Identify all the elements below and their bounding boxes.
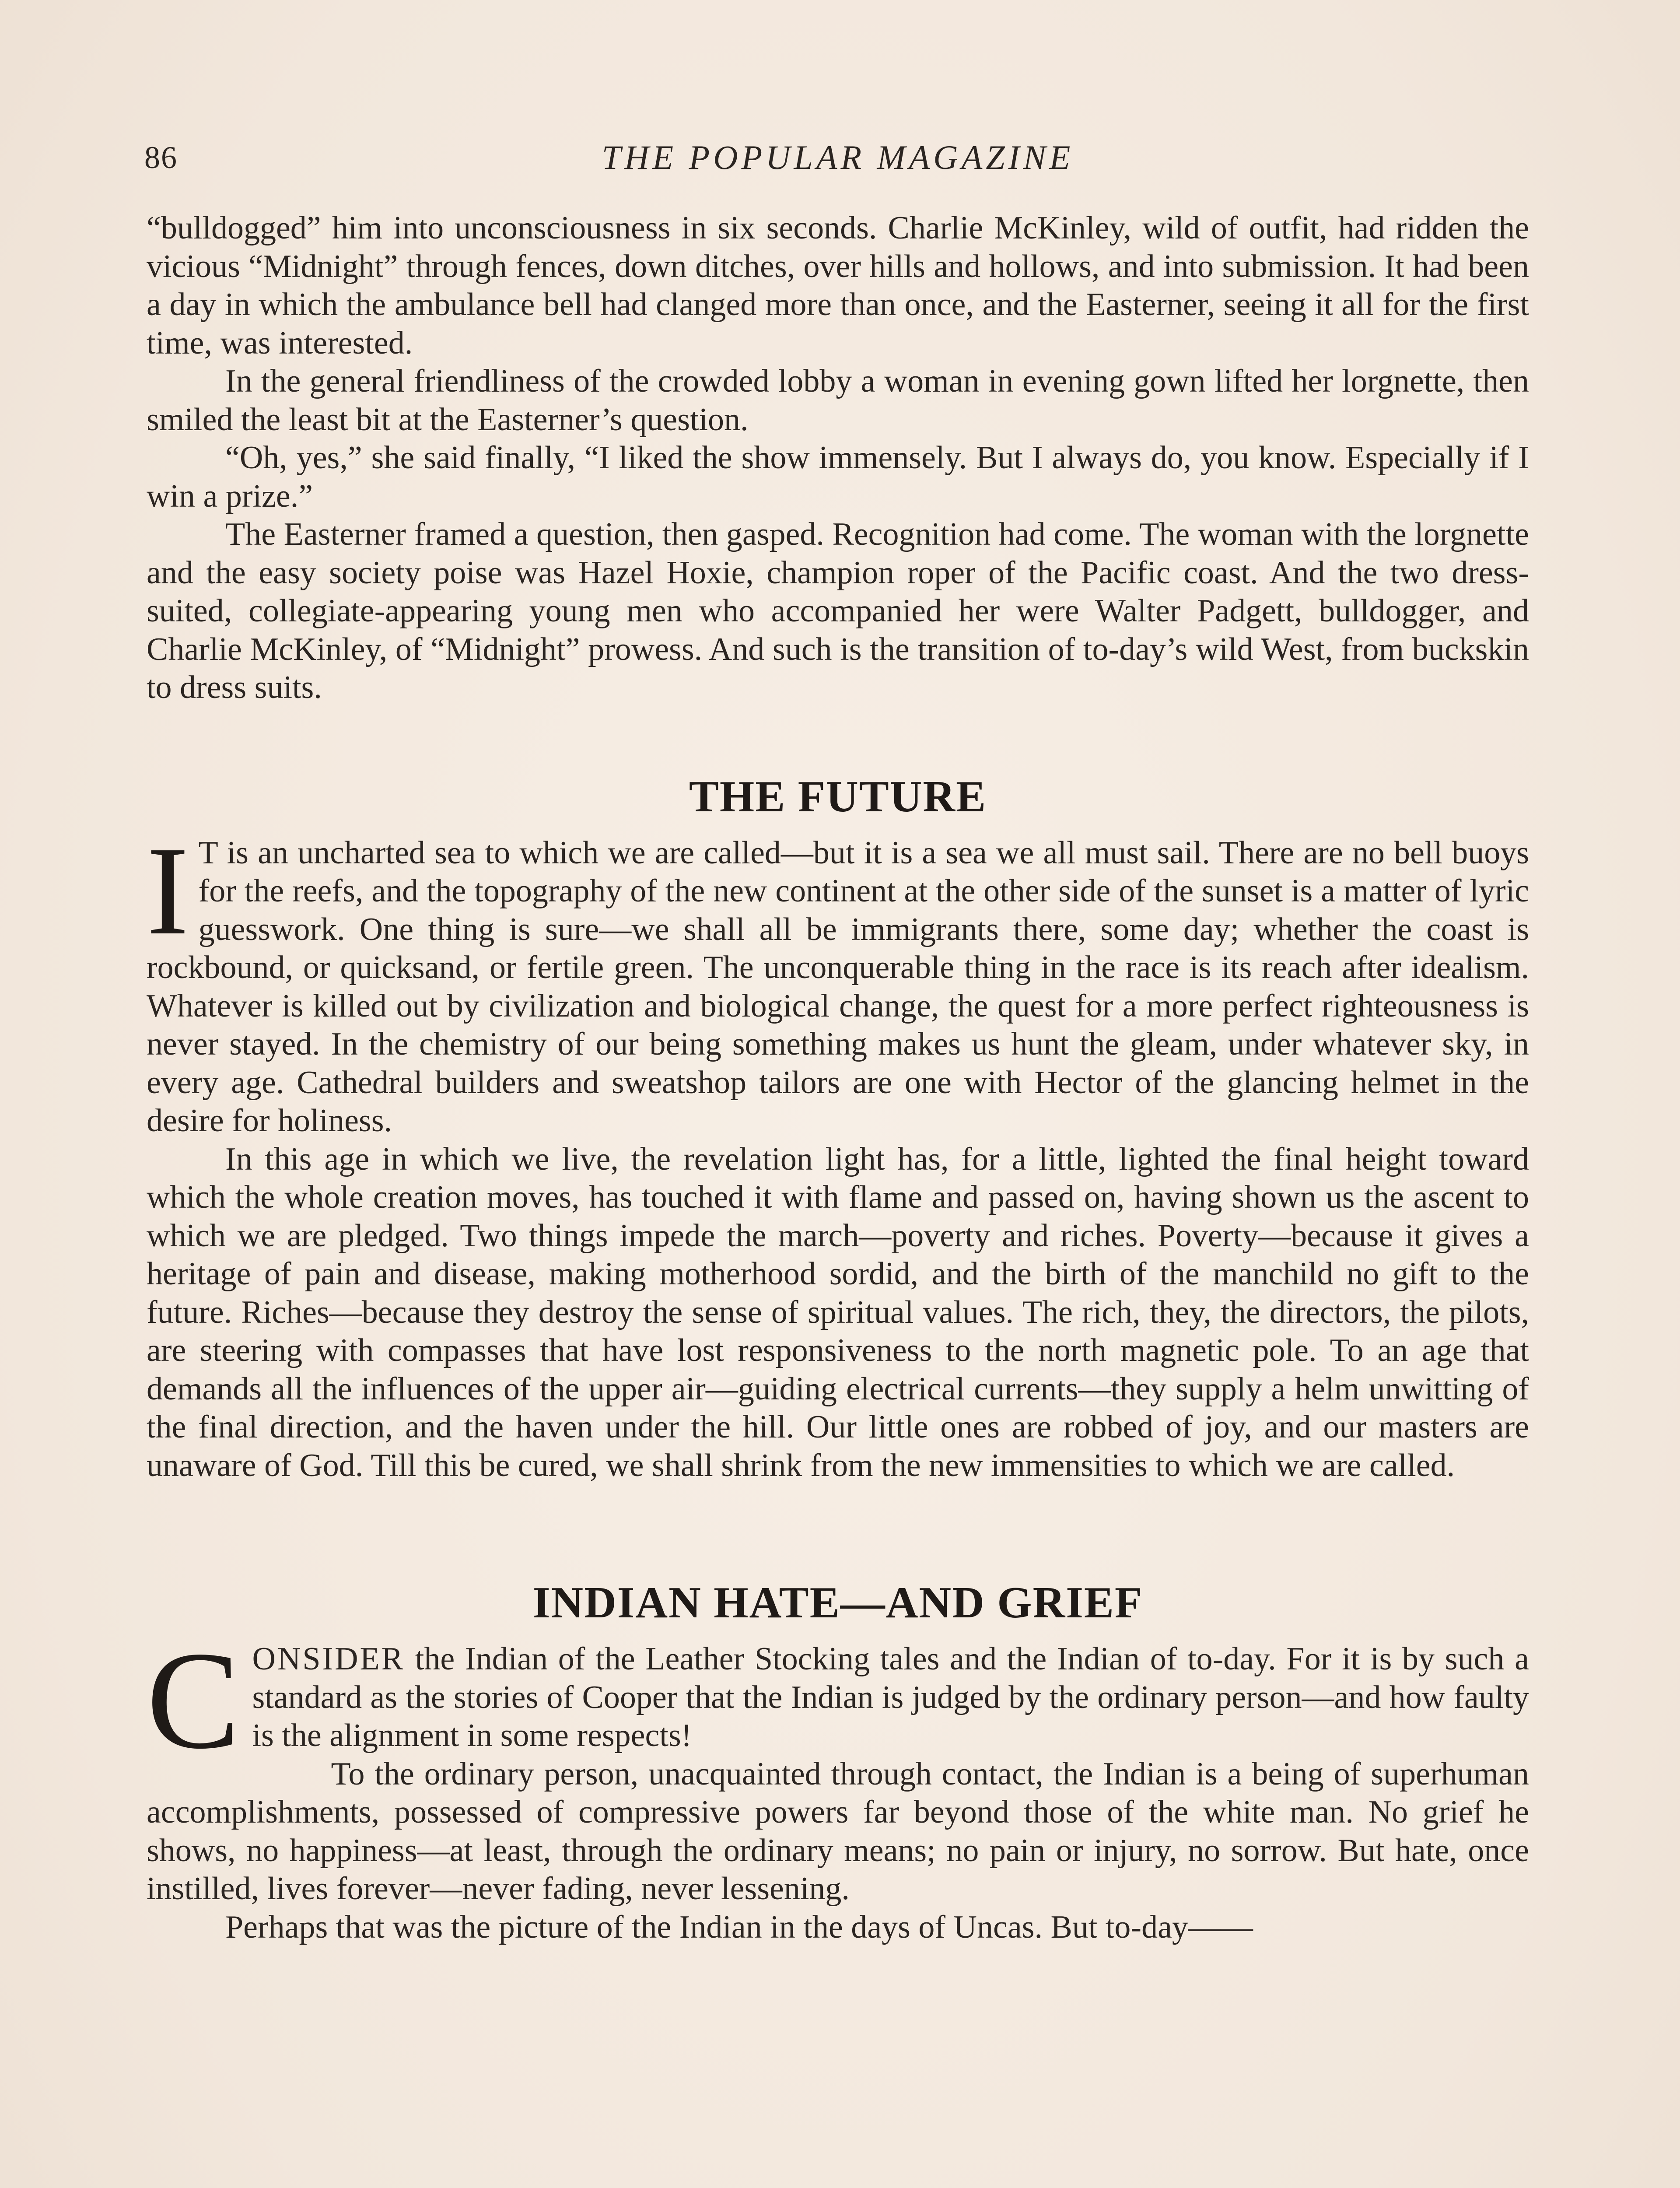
indian-paragraph-first: [147, 1623, 1529, 1778]
article-body: [147, 209, 1529, 1946]
indian-paragraph-text: the Indian of the Leather Stocking tales and the Indian of to-day. For it is by such a standard as the stories of Cooper that the Indian is judged by the ordinary person—and how faulty is the alignment in some respects!: [252, 1641, 1529, 1753]
indian-paragraph: To the ordinary person, unacquainted through contact, the Indian is a being of superhuman accomplishments, possessed of compressive powers far beyond those of the white man. No grief he shows, no happiness—at least, through the ordinary means; no pain or injury, no sorrow. But hate, once instilled, lives forever—never fading, never lessening.: [147, 1756, 1529, 1907]
section-heading-future: THE FUTURE: [689, 771, 987, 821]
future-paragraph: In this age in which we live, the revelation light has, for a little, lighted the final height toward which the whole creation moves, has touched it with flame and passed on, having shown us the ascent to which we are pledged. Two things impede the march—poverty and riches. Poverty—because it gives a heritage of pain and disease, making motherhood sordid, and the birth of the manchild no gift to the future. Riches—because they destroy the sense of spiritual values. The rich, they, the directors, the pilots, are steering with compasses that have lost responsiveness to the north magnetic pole. To an age that demands all the influences of the upper air—guiding electrical currents—they supply a helm unwitting of the final direction, and the haven under the hill. Our little ones are robbed of joy, and our masters are unaware of God. Till this be cured, we shall shrink from the new immensities to which we are called.: [147, 1141, 1529, 1483]
section-heading-indian: INDIAN HATE—AND GRIEF: [532, 1578, 1143, 1627]
first-word-smallcaps: ONSIDER: [252, 1641, 405, 1677]
future-paragraph-text: T is an uncharted sea to which we are called—but it is a sea we all must sail. There are no bell buoys for the reefs, and the topography of the new continent at the other side of the sunset is a matter of lyric guesswork. One thing is sure—we shall all be immigrants there, some day; whether the coast is rockbound, or quicksand, or fertile green. The unconquerable thing in the race is its reach after idealism. Whatever is killed out by civilization and biological change, the quest for a more perfect righteousness is never stayed. In the chemistry of our being something makes us hunt the gleam, under whatever sky, in every age. Cathedral builders and sweatshop tailors are one with Hector of the glancing helmet in the desire for holiness.: [147, 835, 1529, 1139]
intro-paragraph: In the general friendliness of the crowded lobby a woman in evening gown lifted her lorgnette, then smiled the least bit at the Easterner’s question.: [147, 363, 1529, 438]
intro-paragraph: “Oh, yes,” she said finally, “I liked the show immensely. But I always do, you know. Especially if I win a prize.”: [147, 440, 1529, 514]
future-paragraph-first: [147, 820, 1529, 1140]
running-head: [144, 133, 1531, 182]
drop-cap: C: [147, 1623, 240, 1778]
page-number: 86: [144, 140, 178, 175]
magazine-title: THE POPULAR MAGAZINE: [602, 138, 1074, 176]
intro-paragraph: “bulldogged” him into unconsciousness in six seconds. Charlie McKinley, wild of outfit, had ridden the vicious “Midnight” through fences, down ditches, over hills and hollows, and into submission. It had been a day in which the ambulance bell had clanged more than once, and the Easterner, seeing it all for the first time, was interested.: [147, 210, 1529, 361]
intro-paragraph: The Easterner framed a question, then gasped. Recognition had come. The woman with the lorgnette and the easy society poise was Hazel Hoxie, champion roper of the Pacific coast. And the two dress-suited, collegiate-appearing young men who accompanied her were Walter Padgett, bulldogger, and Charlie McKinley, of “Midnight” prowess. And such is the transition of to-day’s wild West, from buckskin to dress suits.: [147, 516, 1529, 705]
drop-cap: I: [147, 820, 189, 961]
indian-paragraph: Perhaps that was the picture of the Indian in the days of Uncas. But to-day——: [225, 1909, 1253, 1945]
